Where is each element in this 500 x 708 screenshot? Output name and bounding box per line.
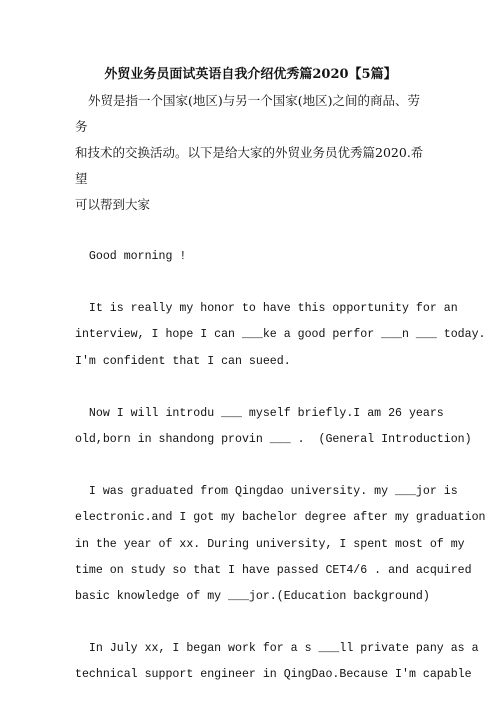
education-paragraph: [75, 479, 500, 610]
paragraph-spacer: [75, 610, 500, 636]
intro-line: 可以帮到大家: [75, 197, 151, 212]
paragraph-spacer: [75, 218, 500, 244]
intro-line: 外贸是指一个国家(地区)与另一个国家(地区)之间的商品、劳务: [75, 93, 421, 134]
introduction-paragraph: [75, 401, 500, 453]
work-paragraph: [75, 636, 500, 688]
intro-line: 和技术的交换活动。以下是给大家的外贸业务员优秀篇2020.希望: [75, 145, 424, 186]
paragraph-line: basic knowledge of my ___jor.(Education background): [75, 590, 430, 604]
paragraph-line: technical support engineer in QingDao.Because I'm capable: [75, 668, 472, 682]
paragraph-line: In July xx, I began work for a s ___ll private pany as a: [75, 642, 479, 656]
paragraph-line: I was graduated from Qingdao university. my ___jor is: [75, 485, 458, 499]
paragraph-line: time on study so that I have passed CET4/6 . and acquired: [75, 563, 472, 577]
greeting-paragraph: [75, 244, 500, 270]
paragraph-line: old,born in shandong provin ___ . (General Introduction): [75, 433, 472, 447]
paragraph-spacer: [75, 270, 500, 296]
intro-paragraph: [75, 88, 500, 218]
paragraph-line: electronic.and I got my bachelor degree after my graduation: [75, 511, 486, 525]
paragraph-line: It is really my honor to have this opportunity for an: [75, 302, 458, 316]
document-title: 外贸业务员面试英语自我介绍优秀篇2020【5篇】: [104, 67, 397, 82]
paragraph-spacer: [75, 375, 500, 401]
paragraph-line: Now I will introdu ___ myself briefly.I am 26 years: [75, 406, 444, 420]
paragraph-line: interview, I hope I can ___ke a good perfor ___n ___ today.: [75, 328, 486, 342]
paragraph-spacer: [75, 453, 500, 479]
paragraph-line: Good morning !: [75, 250, 187, 263]
paragraph-line: in the year of xx. During university, I spent most of my: [75, 537, 465, 551]
paragraph-line: I'm confident that I can sueed.: [75, 354, 291, 368]
honor-paragraph: [75, 296, 500, 375]
